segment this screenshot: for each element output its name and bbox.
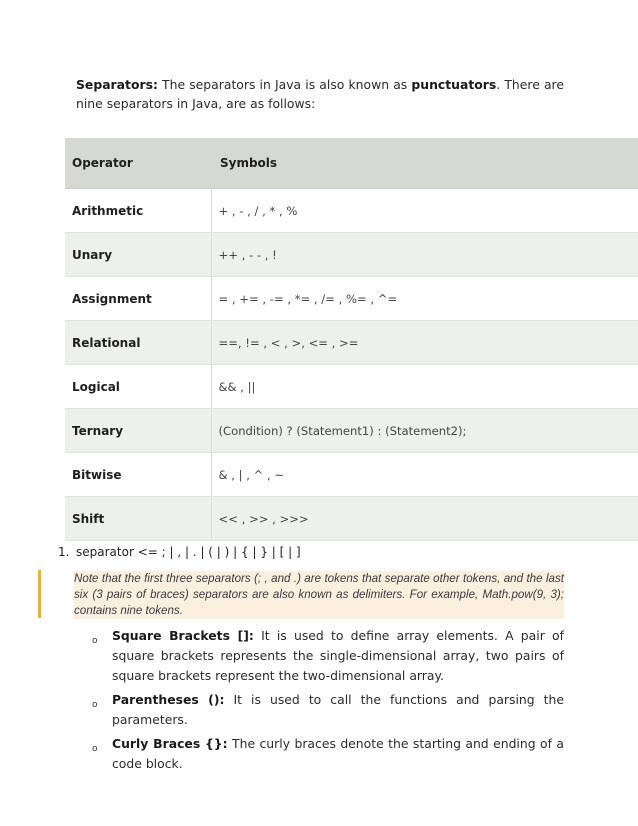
operator-cell: Unary [65, 233, 211, 277]
note-callout: Note that the first three separators (; , and .) are tokens that separate other tokens, and the last six (3 pairs of braces) separators are also known as delimiters. For example, Math.pow(9, 3); contains nine tokens. [74, 572, 564, 617]
list-item [92, 690, 564, 730]
intro-term: Separators: [76, 77, 158, 92]
bullet-text: The curly braces denote the starting and ending of a code block. [112, 736, 564, 771]
symbols-cell: & , | , ^ , ~ [211, 453, 638, 497]
operator-cell: Arithmetic [65, 189, 211, 233]
symbols-cell: ++ , - - , ! [211, 233, 638, 277]
operator-cell: Assignment [65, 277, 211, 321]
list-number: 1. [58, 545, 70, 559]
intro-text-1: The separators in Java is also known as [157, 77, 412, 92]
list-item [92, 626, 564, 686]
table-row [65, 233, 638, 277]
list-item [92, 734, 564, 774]
operators-table [65, 138, 638, 541]
table-header-row [65, 138, 638, 189]
table-row [65, 321, 638, 365]
operator-cell: Relational [65, 321, 211, 365]
bullet-term: Curly Braces {}: [112, 736, 228, 751]
bullet-circle-icon: o [92, 744, 98, 754]
intro-paragraph [76, 75, 564, 113]
bullet-circle-icon: o [92, 636, 98, 646]
bullet-text: It is used to call the functions and parsing the parameters. [112, 692, 565, 727]
table-row [65, 497, 638, 541]
operator-cell: Bitwise [65, 453, 211, 497]
symbols-cell: << , >> , >>> [211, 497, 638, 541]
header-symbols: Symbols [211, 138, 638, 189]
intro-keyword: punctuators [411, 77, 497, 92]
bullet-list [92, 626, 564, 778]
operator-cell: Shift [65, 497, 211, 541]
symbols-cell: && , || [211, 365, 638, 409]
intro-text-2: . There are nine separators in Java, are as follows: [76, 77, 564, 111]
table-row [65, 365, 638, 409]
header-operator: Operator [65, 138, 211, 189]
bullet-text: It is used to define array elements. A pair of square brackets represents the single-dimensional array, two pairs of square brackets represent the two-dimensional array. [112, 628, 564, 683]
table-row [65, 189, 638, 233]
symbols-cell: (Condition) ? (Statement1) : (Statement2); [211, 409, 638, 453]
numbered-list-item [58, 545, 301, 559]
operator-cell: Logical [65, 365, 211, 409]
table-row [65, 453, 638, 497]
table-row [65, 277, 638, 321]
symbols-cell: = , += , -= , *= , /= , %= , ^= [211, 277, 638, 321]
bullet-circle-icon: o [92, 700, 98, 710]
note-accent-bar [38, 570, 41, 618]
separator-grammar: separator <= ; | , | . | ( | ) | { | } | [ | ] [76, 545, 301, 559]
bullet-term: Square Brackets []: [112, 628, 254, 643]
symbols-cell: ==, != , < , >, <= , >= [211, 321, 638, 365]
operator-cell: Ternary [65, 409, 211, 453]
bullet-term: Parentheses (): [112, 692, 225, 707]
symbols-cell: + , - , / , * , % [211, 189, 638, 233]
table-row [65, 409, 638, 453]
